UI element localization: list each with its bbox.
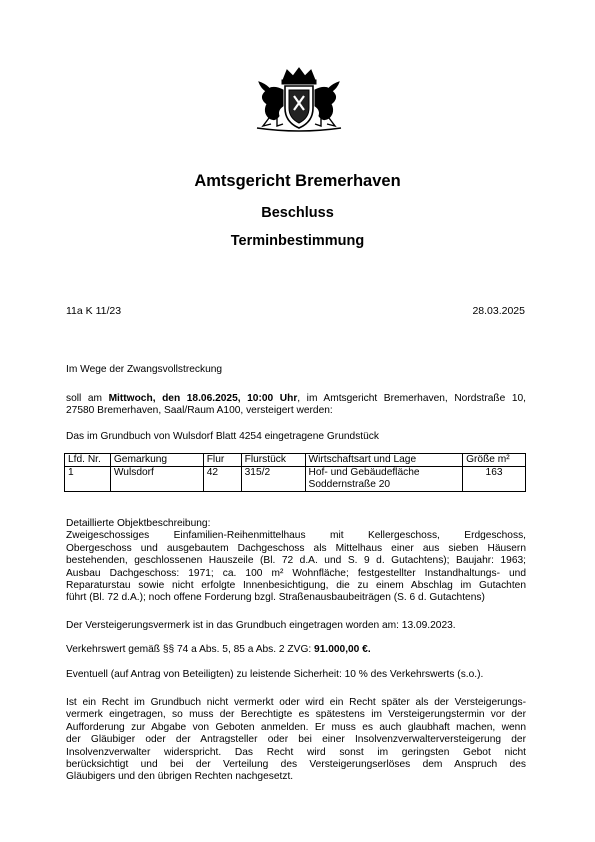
recht-paragraph (66, 697, 526, 784)
cell-lage-line-2: Soddernstraße 20 (308, 479, 391, 490)
recht-line: Ist ein Recht im Grundbuch nicht vermerkt oder wird ein Recht später als der Versteigerungs- (66, 697, 526, 708)
cell-lage (305, 467, 463, 492)
object-description (66, 518, 526, 605)
table-row (65, 467, 526, 492)
document-date: 28.03.2025 (472, 305, 525, 317)
verkehrswert-paragraph (66, 644, 526, 656)
col-header-gemarkung: Gemarkung (110, 454, 203, 467)
recht-line: Gläubigers und den übrigen Rechten nachgesetzt. (66, 771, 294, 783)
col-header-flurstueck: Flurstück (241, 454, 305, 467)
cell-gemarkung: Wulsdorf (110, 467, 203, 492)
schedule-location: , im Amtsgericht Bremerhaven, Nordstraße 10, (297, 393, 526, 404)
object-line: Reparaturstau sowie nicht erfolgte Innenbesichtigung, die zu einem Abschlag im Gutachten (66, 580, 526, 592)
cell-groesse: 163 (463, 467, 526, 492)
case-number: 11a K 11/23 (66, 305, 122, 317)
object-line: Zweigeschossiges Einfamilien-Reihenmittelhaus mit Kellergeschoss, Erdgeschoss, (66, 530, 526, 542)
object-line: führt (Bl. 72 d.A.); noch offene Forderung bzgl. Straßenausbaubeiträgen (S. 6 d. Gutachtens) (66, 592, 485, 604)
schedule-paragraph (66, 393, 526, 418)
cell-flurstueck: 315/2 (241, 467, 305, 492)
schedule-line-1 (66, 393, 526, 405)
verkehrswert-value: 91.000,00 €. (314, 644, 371, 655)
schedule-prefix: soll am (66, 393, 109, 404)
object-line: Obergeschoss und ausgebautem Dachgeschoss als Mittelhaus einer aus sieben Häusern (66, 542, 526, 554)
recht-line: Insolvenzverwalter widerspricht. Das Recht wird sonst im geringsten Gebot nicht (66, 746, 526, 758)
recht-line: berücksichtigt und bei der Verteilung des Versteigerungserlöses dem Anspruch des (66, 759, 526, 771)
document-subject: Terminbestimmung (230, 233, 365, 249)
recht-line: vermerk eingetragen, so muss der Berechtigte es spätestens im Versteigerungstermin vor der (66, 709, 526, 721)
cell-lage-line-1: Hof- und Gebäudefläche (308, 467, 420, 478)
auction-date: Mittwoch, den 18.06.2025, 10:00 Uhr (108, 393, 298, 404)
verkehrswert-label: Verkehrswert gemäß §§ 74 a Abs. 5, 85 a Abs. 2 ZVG: (66, 644, 315, 655)
property-table (64, 453, 526, 492)
col-header-nr: Lfd. Nr. (65, 454, 111, 467)
schedule-line-2: 27580 Bremerhaven, Saal/Raum A100, versteigert werden: (66, 405, 333, 417)
cell-flur: 42 (203, 467, 241, 492)
sicherheit-text: Eventuell (auf Antrag von Beteiligten) zu leistende Sicherheit: 10 % des Verkehrswerts (s.o.). (66, 669, 484, 680)
object-line: Ausbau Dachgeschoss: 1971; ca. 100 m² Wohnfläche; festgestellter Instandhaltungs- und (66, 567, 526, 579)
col-header-lage: Wirtschaftsart und Lage (305, 454, 463, 467)
recht-line: der Gläubiger oder der Antragsteller oder bei einer Insolvenzverwalterversteigerung der (66, 734, 526, 746)
grundbuch-intro: Das im Grundbuch von Wulsdorf Blatt 4254 eingetragene Grundstück (66, 431, 379, 442)
intro-text: Im Wege der Zwangsvollstreckung (66, 364, 223, 375)
col-header-flur: Flur (203, 454, 241, 467)
recht-line: Aufforderung zur Abgabe von Geboten anmelden. Er muss es auch glaubhaft machen, wenn (66, 721, 526, 733)
col-header-groesse: Größe m² (463, 454, 526, 467)
object-line: bestehenden, geschlossenen Hauszeile (Bl. 72 d.A. und S. 9 d. Gutachtens); Baujahr: 1963; (66, 555, 526, 567)
table-header-row (65, 454, 526, 467)
document-type: Beschluss (261, 205, 334, 221)
cell-nr: 1 (65, 467, 111, 492)
coat-of-arms-emblem (249, 66, 349, 132)
court-name: Amtsgericht Bremerhaven (194, 172, 401, 190)
object-heading: Detaillierte Objektbeschreibung: (66, 518, 211, 529)
vermerk-text: Der Versteigerungsvermerk ist in das Grundbuch eingetragen worden am: 13.09.2023. (66, 620, 456, 631)
